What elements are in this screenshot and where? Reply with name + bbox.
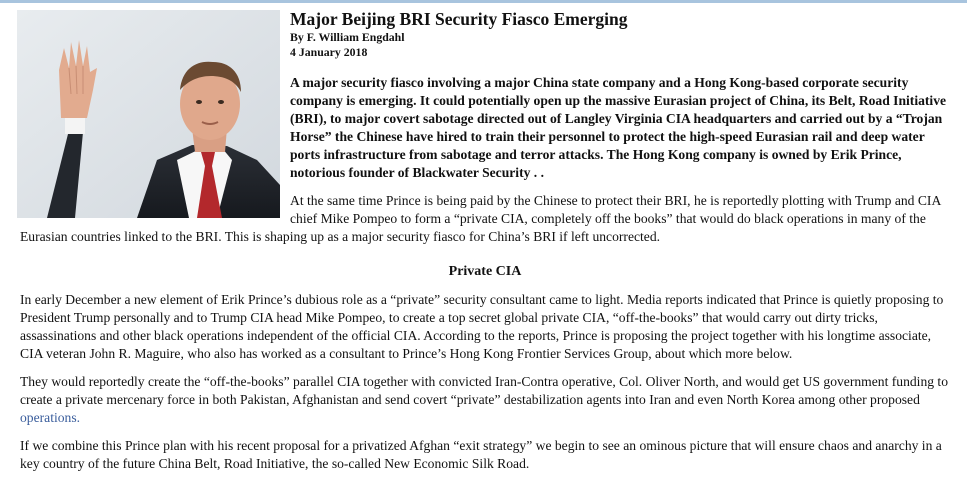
article-date: 4 January 2018	[290, 45, 368, 59]
article-lede: A major security fiasco involving a major China state company and a Hong Kong-based corporate security company is emerging. It could potentially open up the massive Eurasian project of China, its Belt, Road Initiative (BRI), to major covert sabotage directed out of Langley Virginia CIA headquarters and carried out by a “Trojan Horse” the Chinese have hired to train their personnel to protect the high-speed Eurasian rail and deep water ports infrastructure from sabotage and terror attacks. The Hong Kong company is owned by Erik Prince, notorious founder of Blackwater Security . .	[290, 75, 947, 180]
article-paragraph-3-text: They would reportedly create the “off-the-books” parallel CIA together with convicted Iran-Contra operative, Col. Oliver North, and would get US government funding to create a private mercenary force in both Pakistan, Afghanistan and send covert “private” destabilization agents into Iran and even North Korea among other proposed	[20, 374, 949, 407]
article-paragraph-1: At the same time Prince is being paid by the Chinese to protect their BRI, he is reportedly plotting with Trump and CIA chief Mike Pompeo to form a “private CIA, completely off the books” that would do black operations in many of the Eurasian countries linked to the BRI. This is shaping up as a major security fiasco for China’s BRI if left uncorrected.	[20, 193, 941, 244]
article	[20, 8, 950, 473]
article-byline: By F. William Engdahl	[290, 30, 405, 44]
article-paragraph-3	[20, 373, 950, 427]
photo-illustration	[17, 10, 280, 218]
article-photo	[17, 10, 280, 218]
top-border	[0, 0, 967, 3]
article-paragraph-2: In early December a new element of Erik Prince’s dubious role as a “private” security consultant came to light. Media reports indicated that Prince is quietly proposing to President Trump personally and to Trump CIA head Mike Pompeo, to create a top secret global private CIA, “off-the-books” that would carry out dirty tricks, assassinations and other black operations independent of the official CIA. According to the reports, Prince is proposing the project together with his longtime associate, CIA veteran John R. Maguire, who also has worked as a consultant to Prince’s Hong Kong Frontier Services Group, about which more below.	[20, 292, 944, 361]
section-heading-private-cia: Private CIA	[448, 264, 522, 279]
article-paragraph-4: If we combine this Prince plan with his recent proposal for a privatized Afghan “exit strategy” we begin to see an ominous picture that will ensure chaos and anarchy in a key country of the future China Belt, Road Initiative, the so-called New Economic Silk Road.	[20, 438, 942, 471]
operations-link[interactable]: operations.	[20, 410, 81, 425]
article-title: Major Beijing BRI Security Fiasco Emerging	[290, 9, 628, 29]
